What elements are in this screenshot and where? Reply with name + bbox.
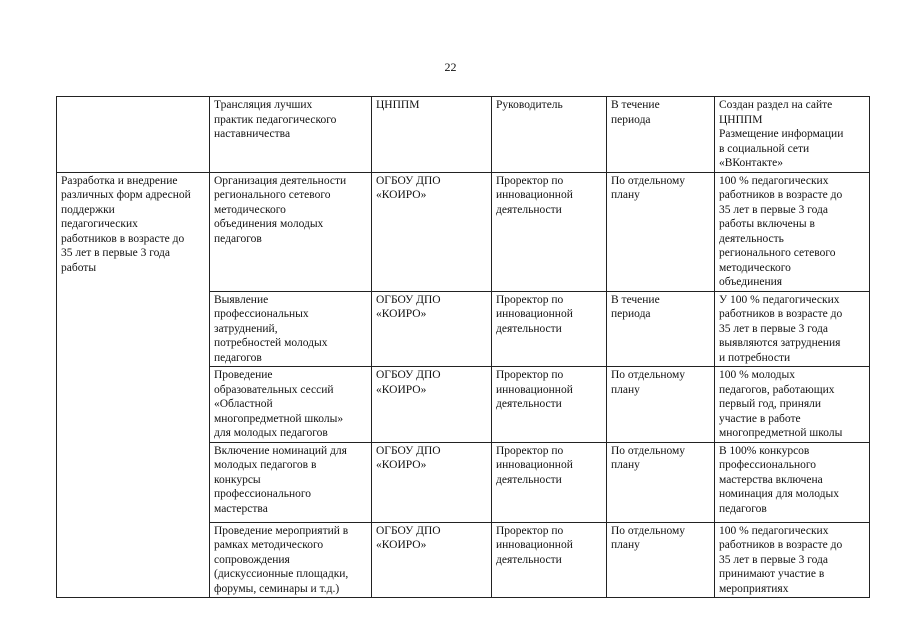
executor-cell-line: ОГБОУ ДПО [376,293,441,306]
result-cell-line: ЦНППМ [719,113,763,126]
activity-cell-line: Трансляция лучших [214,99,313,111]
deadline-cell-line: По отдельному [611,174,686,187]
executor-cell-line: «КОИРО» [376,539,427,551]
responsible-cell-line: инновационной [496,459,573,471]
activity-cell-line: Организация деятельности [214,174,347,187]
executor-cell-line: ЦНППМ [376,99,420,111]
result-cell-line: работников в возрасте до [719,189,843,201]
result-cell [715,172,870,291]
deadline-cell-line: По отдельному [611,444,686,457]
result-cell [715,291,870,367]
result-cell-line: первый год, приняли [719,398,822,410]
responsible-cell-line: деятельности [496,553,562,566]
direction-cell-line: 35 лет в первые 3 года [61,247,170,259]
activity-cell [210,367,372,443]
result-cell-line: регионального сетевого [719,247,836,259]
activity-cell-line: потребностей молодых [214,337,328,349]
activity-cell-line: молодых педагогов в [214,459,317,471]
activity-cell-line: объединения молодых [214,218,324,230]
executor-cell-line: «КОИРО» [376,459,427,471]
activity-cell-line: педагогов [214,351,262,364]
table-row [57,97,870,173]
executor-cell-line: «КОИРО» [376,189,427,201]
direction-cell-empty [57,97,210,173]
activity-cell [210,97,372,173]
deadline-cell-line: По отдельному [611,524,686,537]
deadline-cell-line: плану [611,189,640,201]
plan-table-body [57,97,870,598]
result-cell [715,367,870,443]
activity-cell-line: форумы, семинары и т.д.) [214,582,340,595]
result-cell-line: У 100 % педагогических [719,293,840,306]
deadline-cell [607,172,715,291]
activity-cell-line: наставничества [214,128,291,140]
executor-cell-line: ОГБОУ ДПО [376,524,441,537]
result-cell-line: «ВКонтакте» [719,157,784,169]
deadline-cell [607,97,715,173]
result-cell-line: выявляются затруднения [719,337,841,349]
activity-cell-line: Выявление [214,293,269,306]
responsible-cell-line: инновационной [496,539,573,551]
direction-cell-line: различных форм адресной [61,189,191,201]
responsible-cell-line: Проректор по [496,369,564,381]
responsible-cell-line: Проректор по [496,174,564,187]
result-cell-line: методического [719,261,791,274]
direction-cell-line: Разработка и внедрение [61,174,178,187]
result-cell-line: 100 % педагогических [719,174,829,187]
responsible-cell-line: Проректор по [496,293,564,306]
result-cell-line: педагогов, работающих [719,383,835,396]
direction-cell [57,172,210,598]
deadline-cell-line: периода [611,308,651,320]
activity-cell-line: затруднений, [214,322,278,335]
result-cell-line: принимают участие в [719,568,825,580]
activity-cell [210,172,372,291]
direction-cell-line: педагогических [61,218,138,230]
result-cell-line: работников в возрасте до [719,539,843,551]
result-cell-line: в социальной сети [719,142,810,155]
result-cell [715,442,870,522]
result-cell-line: 35 лет в первые 3 года [719,553,828,566]
result-cell-line: мастерства включена [719,473,823,486]
responsible-cell-line: инновационной [496,308,573,320]
result-cell-line: номинация для молодых [719,488,839,500]
responsible-cell [492,442,607,522]
deadline-cell [607,291,715,367]
responsible-cell-line: Проректор по [496,444,564,457]
result-cell-line: 100 % молодых [719,369,795,381]
executor-cell-line: «КОИРО» [376,308,427,320]
activity-cell [210,442,372,522]
executor-cell [372,97,492,173]
activity-cell-line: Проведение [214,369,273,381]
result-cell-line: профессионального [719,459,817,471]
deadline-cell-line: плану [611,539,640,551]
result-cell-line: педагогов [719,502,767,515]
deadline-cell-line: плану [611,459,640,471]
activity-cell-line: рамках методического [214,539,324,551]
activity-cell-line: образовательных сессий [214,383,334,396]
responsible-cell-line: деятельности [496,473,562,486]
responsible-cell-line: инновационной [496,383,573,396]
activity-cell-line: конкурсы [214,473,261,486]
page-number: 22 [444,60,457,74]
result-cell-line: работников в возрасте до [719,308,843,320]
result-cell-line: Размещение информации [719,128,844,140]
direction-cell-line: поддержки [61,203,115,216]
direction-cell-line: работы [61,261,97,274]
deadline-cell [607,367,715,443]
activity-cell-line: практик педагогического [214,113,337,126]
table-row [57,172,870,291]
executor-cell [372,172,492,291]
responsible-cell-line: Руководитель [496,99,563,111]
responsible-cell-line: деятельности [496,203,562,216]
deadline-cell [607,442,715,522]
activity-cell [210,522,372,598]
result-cell [715,97,870,173]
responsible-cell [492,97,607,173]
activity-cell-line: сопровождения [214,553,290,566]
responsible-cell [492,367,607,443]
responsible-cell-line: деятельности [496,322,562,335]
result-cell-line: и потребности [719,351,791,364]
activity-cell-line: Проведение мероприятий в [214,524,349,537]
result-cell [715,522,870,598]
executor-cell [372,522,492,598]
activity-cell-line: многопредметной школы» [214,412,344,425]
deadline-cell-line: В течение [611,293,660,306]
responsible-cell-line: инновационной [496,189,573,201]
executor-cell-line: «КОИРО» [376,383,427,396]
activity-cell-line: для молодых педагогов [214,427,328,439]
result-cell-line: участие в работе [719,412,801,425]
result-cell-line: Создан раздел на сайте [719,99,833,111]
deadline-cell [607,522,715,598]
activity-cell-line: регионального сетевого [214,189,331,201]
plan-table [56,96,870,598]
result-cell-line: 100 % педагогических [719,524,829,537]
activity-cell-line: мастерства [214,502,268,515]
direction-cell-line: работников в возрасте до [61,232,185,245]
executor-cell [372,442,492,522]
deadline-cell-line: В течение [611,99,660,111]
activity-cell-line: Включение номинаций для [214,444,347,457]
responsible-cell [492,522,607,598]
executor-cell [372,291,492,367]
activity-cell-line: «Областной [214,398,273,410]
responsible-cell [492,172,607,291]
result-cell-line: объединения [719,276,783,288]
activity-cell-line: (дискуссионные площадки, [214,568,349,580]
result-cell-line: 35 лет в первые 3 года [719,322,828,335]
result-cell-line: деятельность [719,232,784,245]
activity-cell-line: методического [214,203,286,216]
executor-cell-line: ОГБОУ ДПО [376,174,441,187]
activity-cell [210,291,372,367]
result-cell-line: работы включены в [719,218,815,230]
deadline-cell-line: По отдельному [611,369,686,381]
activity-cell-line: педагогов [214,232,262,245]
deadline-cell-line: периода [611,113,651,126]
executor-cell [372,367,492,443]
responsible-cell-line: деятельности [496,398,562,410]
result-cell-line: В 100% конкурсов [719,444,810,457]
executor-cell-line: ОГБОУ ДПО [376,369,441,381]
result-cell-line: мероприятиях [719,582,789,595]
responsible-cell [492,291,607,367]
activity-cell-line: профессионального [214,488,312,500]
result-cell-line: многопредметной школы [719,427,843,439]
executor-cell-line: ОГБОУ ДПО [376,444,441,457]
activity-cell-line: профессиональных [214,308,309,320]
deadline-cell-line: плану [611,383,640,396]
responsible-cell-line: Проректор по [496,524,564,537]
result-cell-line: 35 лет в первые 3 года [719,203,828,216]
